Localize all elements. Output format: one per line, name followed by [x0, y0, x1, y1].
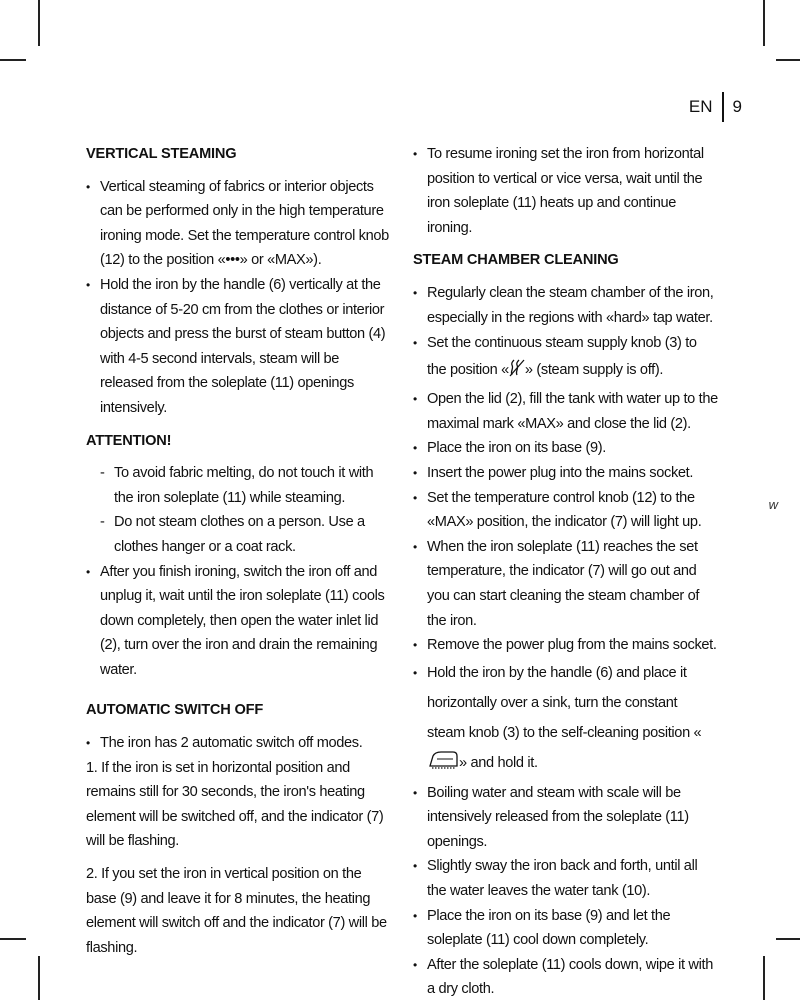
crop-mark-bottom-left-v	[38, 956, 40, 1000]
crop-mark-bottom-right-v	[763, 956, 765, 1000]
vertical-steaming-title: VERTICAL STEAMING	[86, 146, 237, 162]
list-item: • Hold the iron by the handle (6) vertically at the distance of 5-20 cm from the clothes or interior objects and press the burst of steam button (4) with 4-5 second intervals, steam will be released from the soleplate (11) openings intensively.	[86, 273, 391, 421]
crop-mark-bottom-left-h	[0, 938, 26, 940]
list-item: • Vertical steaming of fabrics or interior objects can be performed only in the high temperature ironing mode. Set the temperature control knob (12) to the position «•••» or «MAX»).	[86, 175, 391, 273]
crop-mark-top-left-h	[0, 59, 26, 61]
crop-mark-top-right-h	[776, 59, 800, 61]
list-item: • Boiling water and steam with scale will be intensively released from the soleplate (11) openings.	[413, 781, 718, 855]
crop-mark-top-left-v	[38, 0, 40, 46]
list-item: - Do not steam clothes on a person. Use a clothes hanger or a coat rack.	[86, 510, 391, 559]
list-item-text: » and hold it.	[459, 754, 538, 771]
language-code: EN	[688, 97, 713, 116]
automatic-switch-off-list	[86, 731, 391, 756]
list-item: • Remove the power plug from the mains socket.	[413, 633, 718, 658]
switch-off-mode-1: 1. If the iron is set in horizontal position and remains still for 30 seconds, the iron's heating element will be switched off, and the indicator (7) will be flashing.	[86, 759, 384, 850]
attention-list	[86, 461, 391, 682]
crop-mark-top-right-v	[763, 0, 765, 46]
right-column	[413, 142, 718, 1002]
crop-mark-bottom-right-h	[776, 938, 800, 940]
page-header	[689, 92, 742, 122]
self-clean-icon	[427, 750, 459, 781]
list-item-text: » (steam supply is off).	[524, 362, 664, 379]
list-item	[413, 330, 718, 387]
vertical-steaming-list	[86, 175, 391, 421]
list-item: • Slightly sway the iron back and forth, until all the water leaves the water tank (10).	[413, 854, 718, 903]
list-item: • When the iron soleplate (11) reaches the set temperature, the indicator (7) will go out and you can start cleaning the steam chamber of the iron.	[413, 535, 718, 633]
list-item: • After the soleplate (11) cools down, wipe it with a dry cloth.	[413, 953, 718, 1002]
list-item: • To resume ironing set the iron from horizontal position to vertical or vice versa, wait until the iron soleplate (11) heats up and continue ironing.	[413, 142, 718, 240]
steam-off-icon	[509, 359, 525, 387]
list-item: • The iron has 2 automatic switch off modes.	[86, 731, 391, 756]
list-item: - To avoid fabric melting, do not touch it with the iron soleplate (11) while steaming.	[86, 461, 391, 510]
page-number: 9	[732, 97, 742, 116]
left-column	[86, 142, 391, 960]
list-item: • Insert the power plug into the mains socket.	[413, 461, 718, 486]
steam-chamber-cleaning-title: STEAM CHAMBER CLEANING	[413, 252, 619, 269]
attention-title: ATTENTION!	[86, 432, 172, 449]
steam-chamber-cleaning-list	[413, 281, 718, 1002]
list-item: • After you finish ironing, switch the iron off and unplug it, wait until the iron soleplate (11) cools down completely, then open the water inlet lid (2), turn over the iron and drain the remaining water.	[86, 560, 391, 683]
resume-list	[413, 142, 718, 240]
header-divider	[722, 92, 724, 122]
list-item-text: Hold the iron by the handle (6) and place it horizontally over a sink, turn the constant steam knob (3) to the self-cleaning position «	[427, 664, 702, 741]
automatic-switch-off-title: AUTOMATIC SWITCH OFF	[86, 702, 264, 719]
list-item: • Open the lid (2), fill the tank with water up to the maximal mark «MAX» and close the lid (2).	[413, 387, 718, 436]
list-item	[413, 658, 718, 781]
side-mark: w	[768, 497, 778, 512]
list-item: • Regularly clean the steam chamber of the iron, especially in the regions with «hard» tap water.	[413, 281, 718, 330]
switch-off-mode-2: 2. If you set the iron in vertical position on the base (9) and leave it for 8 minutes, the heating element will switch off and the indicator (7) will be flashing.	[86, 866, 387, 956]
list-item: • Place the iron on its base (9) and let the soleplate (11) cool down completely.	[413, 904, 718, 953]
list-item: • Place the iron on its base (9).	[413, 436, 718, 461]
list-item-text: Set the continuous steam supply knob (3) to the position «	[427, 335, 697, 379]
list-item: • Set the temperature control knob (12) to the «MAX» position, the indicator (7) will light up.	[413, 486, 718, 535]
